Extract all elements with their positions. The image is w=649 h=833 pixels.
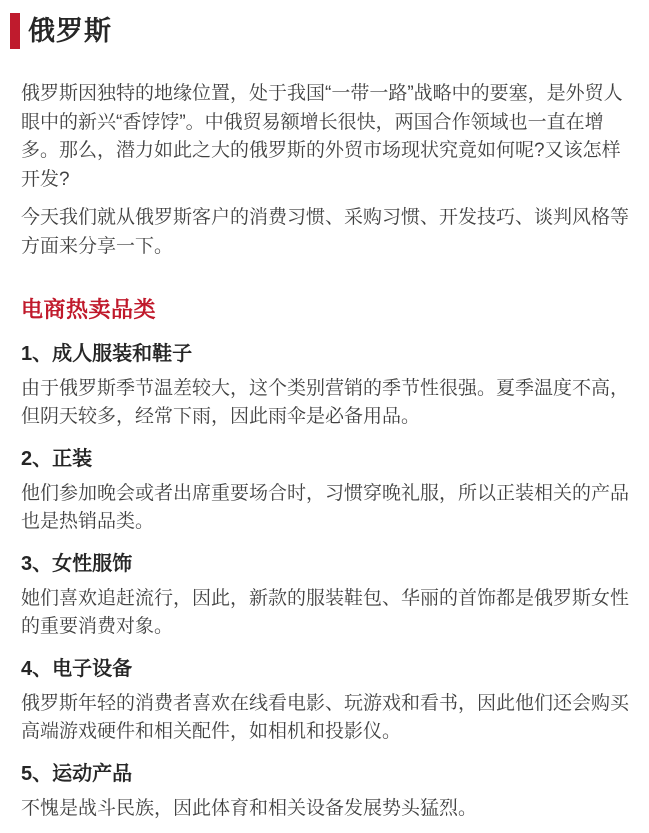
title-accent-bar: [10, 13, 20, 49]
category-heading-2: 2、正装: [21, 448, 93, 470]
category-section-3: [21, 550, 630, 640]
category-body-3: 她们喜欢追赶流行，因此，新款的服装鞋包、华丽的首饰都是俄罗斯女性的重要消费对象。: [21, 588, 630, 637]
article-title: 俄罗斯: [28, 16, 112, 46]
category-heading-3: 3、女性服饰: [21, 553, 133, 575]
category-section-4: [21, 655, 630, 745]
category-body-5: 不愧是战斗民族，因此体育和相关设备发展势头猛烈。: [21, 798, 478, 819]
article-header: [10, 13, 630, 49]
category-section-1: [21, 340, 630, 430]
category-heading-1: 1、成人服装和鞋子: [21, 343, 193, 365]
category-body-2: 他们参加晚会或者出席重要场合时，习惯穿晚礼服，所以正装相关的产品也是热销品类。: [21, 483, 630, 532]
category-body-4: 俄罗斯年轻的消费者喜欢在线看电影、玩游戏和看书，因此他们还会购买高端游戏硬件和相关配件，如相机和投影仪。: [21, 693, 630, 742]
category-heading-4: 4、电子设备: [21, 658, 133, 680]
intro-paragraph-1: 俄罗斯因独特的地缘位置，处于我国“一带一路”战略中的要塞，是外贸人眼中的新兴“香饽饽”。中俄贸易额增长很快，两国合作领域也一直在增多。那么，潜力如此之大的俄罗斯的外贸市场现状究竟如何呢?又该怎样开发?: [21, 83, 623, 190]
hot-categories-heading: 电商热卖品类: [21, 297, 157, 322]
category-section-2: [21, 445, 630, 535]
category-heading-5: 5、运动产品: [21, 763, 133, 785]
category-body-1: 由于俄罗斯季节温差较大，这个类别营销的季节性很强。夏季温度不高，但阴天较多，经常下雨，因此雨伞是必备用品。: [21, 378, 630, 427]
intro-paragraph-2: 今天我们就从俄罗斯客户的消费习惯、采购习惯、开发技巧、谈判风格等方面来分享一下。: [21, 207, 630, 257]
category-section-5: [21, 760, 630, 823]
